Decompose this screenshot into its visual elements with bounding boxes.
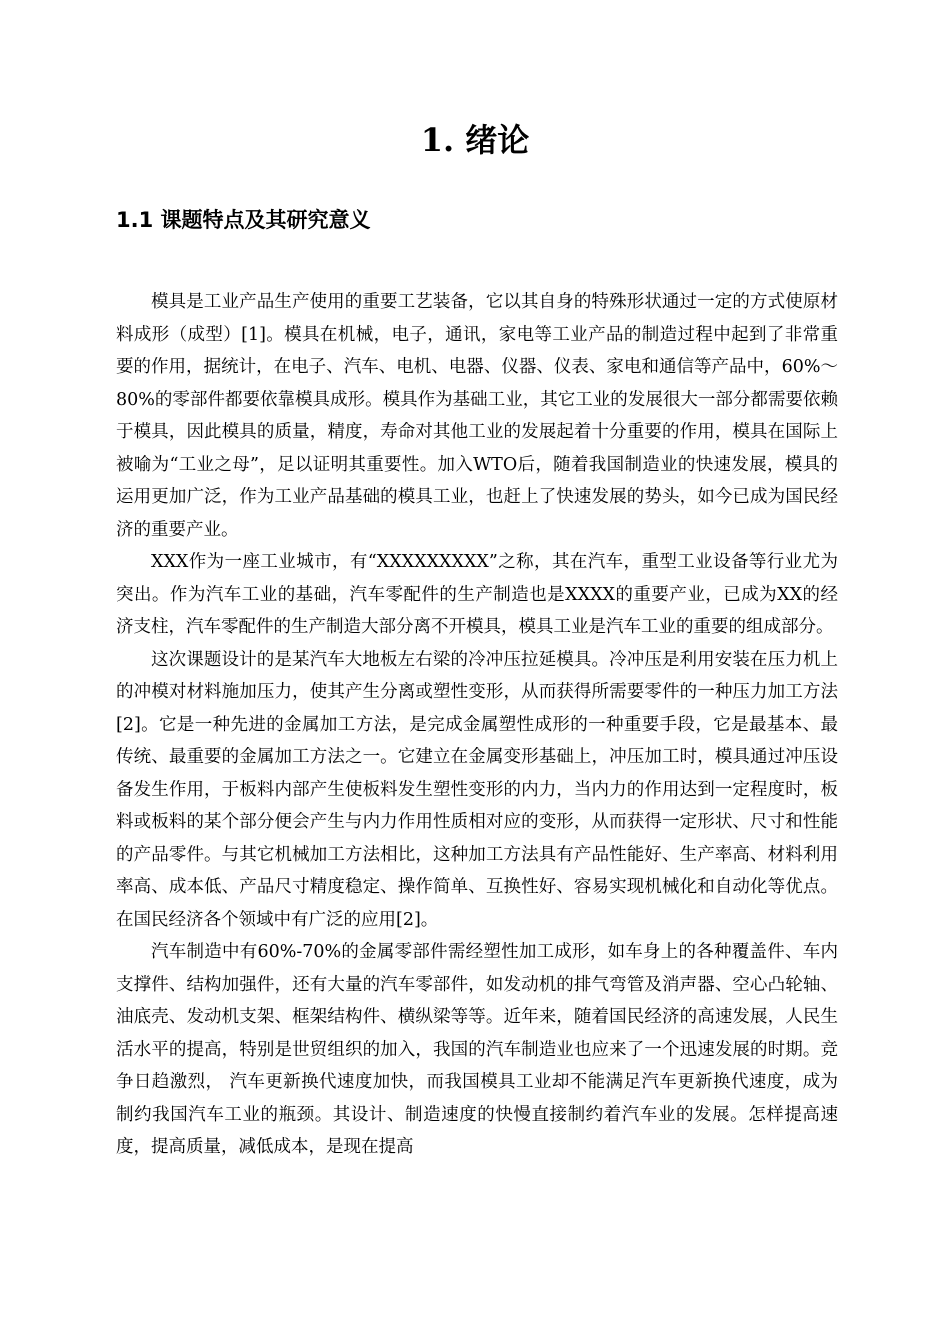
paragraph-city-industry: XXX作为一座工业城市，有“XXXXXXXXX”之称，其在汽车，重型工业设备等行业尤为突出。作为汽车工业的基础，汽车零配件的生产制造也是XXXX的重要产业，已成为XX的经济支柱，汽车零配件的生产制造大部分离不开模具，模具工业是汽车工业的重要的组成部分。 — [116, 552, 838, 637]
body-text — [116, 286, 838, 1164]
section-title: 1.1 课题特点及其研究意义 — [116, 208, 371, 232]
paragraph-auto-manufacturing: 汽车制造中有60%-70%的金属零部件需经塑性加工成形，如车身上的各种覆盖件、车内支撑件、结构加强件，还有大量的汽车零部件，如发动机的排气弯管及消声器、空心凸轮轴、油底壳、发动机支架、框架结构件、横纵梁等等。近年来，随着国民经济的高速发展，人民生活水平的提高，特别是世贸组织的加入，我国的汽车制造业也应来了一个迅速发展的时期。竞争日趋激烈， 汽车更新换代速度加快，而我国模具工业却不能满足汽车更新换代速度，成为制约我国汽车工业的瓶颈。其设计、制造速度的快慢直接制约着汽车业的发展。怎样提高速度，提高质量，减低成本，是现在提高 — [116, 942, 838, 1157]
chapter-title: 1. 绪论 — [420, 121, 530, 159]
paragraph-cold-stamping: 这次课题设计的是某汽车大地板左右梁的冷冲压拉延模具。冷冲压是利用安装在压力机上的冲模对材料施加压力，使其产生分离或塑性变形，从而获得所需要零件的一种压力加工方法[2]。它是一种先进的金属加工方法，是完成金属塑性成形的一种重要手段，它是最基本、最传统、最重要的金属加工方法之一。它建立在金属变形基础上，冲压加工时，模具通过冲压设备发生作用，于板料内部产生使板料发生塑性变形的内力，当内力的作用达到一定程度时，板料或板料的某个部分便会产生与内力作用性质相对应的变形，从而获得一定形状、尺寸和性能的产品零件。与其它机械加工方法相比，这种加工方法具有产品性能好、生产率高、材料利用率高、成本低、产品尺寸精度稳定、操作简单、互换性好、容易实现机械化和自动化等优点。在国民经济各个领域中有广泛的应用[2]。 — [116, 649, 838, 930]
paragraph-molds-importance: 模具是工业产品生产使用的重要工艺装备，它以其自身的特殊形状通过一定的方式使原材料成形（成型）[1]。模具在机械，电子，通讯，家电等工业产品的制造过程中起到了非常重要的作用，据统计，在电子、汽车、电机、电器、仪器、仪表、家电和通信等产品中，60%～80%的零部件都要依靠模具成形。模具作为基础工业，其它工业的发展很大一部分都需要依赖于模具，因此模具的质量，精度，寿命对其他工业的发展起着十分重要的作用，模具在国际上被喻为“工业之母”，足以证明其重要性。加入WTO后，随着我国制造业的快速发展，模具的运用更加广泛，作为工业产品基础的模具工业，也赶上了快速发展的势头，如今已成为国民经济的重要产业。 — [116, 292, 838, 540]
